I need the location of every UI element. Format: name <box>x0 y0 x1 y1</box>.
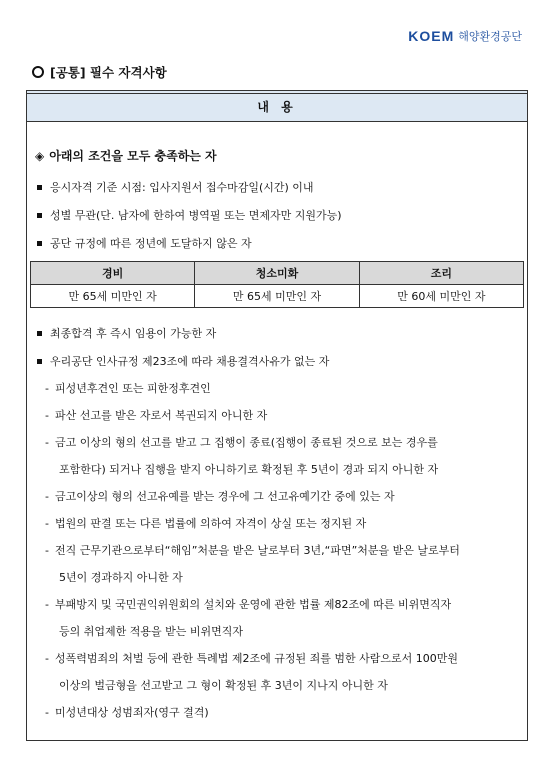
list-item: - 피성년후견인 또는 피한정후견인 <box>45 382 211 395</box>
list-item-continuation: 이상의 벌금형을 선고받고 그 형이 확정된 후 3년이 지나지 아니한 자 <box>59 679 388 692</box>
diamond-icon: ◈ <box>35 148 45 163</box>
list-item-continuation: 등의 취업제한 적용을 받는 비위면직자 <box>59 625 244 638</box>
condition-heading-text: 아래의 조건을 모두 충족하는 자 <box>49 149 217 163</box>
square-bullet-icon <box>37 185 42 190</box>
logo-text: 해양환경공단 <box>458 30 522 43</box>
list-item: - 법원의 판결 또는 다른 법률에 의하여 자격이 상실 또는 정지된 자 <box>45 517 367 530</box>
logo-mark: KOEM <box>408 28 455 44</box>
section-title <box>32 63 167 81</box>
box-header: 내 용 <box>27 91 527 122</box>
bullet-item: 우리공단 인사규정 제23조에 따라 채용결격사유가 없는 자 <box>37 353 329 369</box>
square-bullet-icon <box>37 213 42 218</box>
square-bullet-icon <box>37 359 42 364</box>
list-item: - 전직 근무기관으로부터“해임”처분을 받은 날로부터 3년,“파면”처분을 받은 날로부터 <box>45 544 460 557</box>
list-item-continuation: 포함한다) 되거나 집행을 받지 아니하기로 확정된 후 5년이 경과 되지 아니한 자 <box>59 463 439 476</box>
list-item: - 금고이상의 형의 선고유예를 받는 경우에 그 선고유예기간 중에 있는 자 <box>45 490 395 503</box>
list-item: - 미성년대상 성범죄자(영구 결격) <box>45 706 209 719</box>
section-title-text: [공통] 필수 자격사항 <box>50 65 167 80</box>
bullet-item: 최종합격 후 즉시 임용이 가능한 자 <box>37 325 216 341</box>
table-cell: 만 65세 미만인 자 <box>195 285 359 308</box>
list-item-continuation: 5년이 경과하지 아니한 자 <box>59 571 183 584</box>
square-bullet-icon <box>37 241 42 246</box>
list-item: - 성폭력범죄의 처벌 등에 관한 특례법 제2조에 규정된 죄를 범한 사람으로서 100만원 <box>45 652 458 665</box>
table-header-cell: 경비 <box>31 262 195 285</box>
list-item: - 금고 이상의 형의 선고를 받고 그 집행이 종료(집행이 종료된 것으로 보는 경우를 <box>45 436 438 449</box>
table-cell: 만 65세 미만인 자 <box>31 285 195 308</box>
bullet-item: 공단 규정에 따른 정년에 도달하지 않은 자 <box>37 235 252 251</box>
bullet-item: 성별 무관(단. 남자에 한하여 병역필 또는 면제자만 지원가능) <box>37 207 342 223</box>
list-item: - 부패방지 및 국민권익위원회의 설치와 운영에 관한 법률 제82조에 따른 비위면직자 <box>45 598 452 611</box>
table-row <box>31 285 524 308</box>
table-cell: 만 60세 미만인 자 <box>359 285 523 308</box>
age-table <box>30 261 524 308</box>
list-item: - 파산 선고를 받은 자로서 복권되지 아니한 자 <box>45 409 268 422</box>
square-bullet-icon <box>37 331 42 336</box>
condition-heading <box>35 147 217 164</box>
table-header-cell: 청소미화 <box>195 262 359 285</box>
table-header-cell: 조리 <box>359 262 523 285</box>
bullet-item: 응시자격 기준 시점: 입사지원서 접수마감일(시간) 이내 <box>37 179 314 195</box>
circle-icon <box>32 66 44 78</box>
content-box <box>26 90 528 741</box>
table-header-row <box>31 262 524 285</box>
logo <box>408 28 522 44</box>
